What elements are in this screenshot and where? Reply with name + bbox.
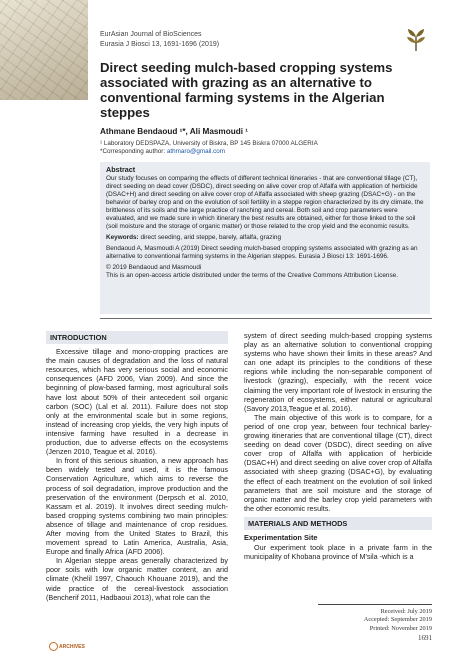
- keywords-list: direct seeding, arid steppe, barely, alfalfa, grazing: [138, 234, 282, 241]
- printed-date: Printed: November 2019: [369, 624, 432, 632]
- keywords-label: Keywords:: [106, 234, 139, 241]
- corresponding-author: [100, 148, 225, 156]
- abstract-divider: [100, 318, 432, 319]
- introduction-heading: INTRODUCTION: [46, 331, 228, 344]
- abstract-text: Our study focuses on comparing the effects of different technical itineraries - that are conventional tillage (CT), direct seeding on dead cover (DSDC), direct seeding on alive cover crop of Alfalfa with application of herbicide (DSAC+H) and direct seeding on alive cover crop of Alfalfa associated with sheep grazing (DSAC+G) - on the behavior of barley crop and on the evolution of soil fertility in a steppe region characterized by its dry climate, the brittleness of its soils and the large practice of ranching and cereal. Both soil and crop parameters were evaluated, and we made sure in which itinerary the best results are obtained, either for those linked to the soil (soil moisture and the storage of organic matter) or those related to the crop yield and the economic results.: [106, 175, 424, 230]
- license-line: This is an open-access article distributed under the terms of the Creative Commons Attribution License.: [106, 272, 398, 279]
- accepted-date: Accepted: September 2019: [363, 616, 432, 624]
- methods-heading: MATERIALS AND METHODS: [244, 517, 432, 530]
- abstract-box: [100, 162, 430, 314]
- article-dates: [316, 608, 432, 633]
- experimentation-site-subheading: Experimentation Site: [244, 532, 318, 542]
- intro-paragraph-1: Excessive tillage and mono-cropping practices are the main causes of degradation and the loss of natural resources, which has very serious social and economic consequences (AFD 2006, Vian 2009). And since the beginning of plow-based farming, most agricultural soils have lost about 50% of their antecedent soil organic carbon (SOC) (Lal et al. 2011). Failure does not stop only at the environmental scale but in some regions, instead of increasing crop yields, the very high inputs of intensive farming have resulted in a decrease in production, due to adverse effects on the ecosystems (Jenzen 2010, Teague et al. 2016).: [46, 347, 228, 457]
- wheat-leaf-icon: [405, 28, 427, 52]
- affiliation-line: ¹ Laboratory DEDSPAZA, University of Biskra, BP 145 Biskra 07000 ALGERIA: [100, 140, 318, 147]
- corresponding-label: *Corresponding author:: [100, 148, 167, 155]
- intro-paragraph-5: The main objective of this work is to compare, for a period of one crop year, between four technical barley-growing itineraries that are conventional tillage (CT), direct seeding on dead cover (DSDC), direct seeding on alive cover crop of Alfalfa with application of herbicide (DSAC+H) and direct seeding on alive cover crop of Alfalfa associated with sheep grazing (DSAC+G), by evaluating the effect of each treatment on the evolution of soil linked parameters that are soil moisture and the storage of organic matter and the barley crop yield parameters with the other economic results.: [244, 412, 432, 513]
- journal-citation: Eurasia J Biosci 13, 1691-1696 (2019): [100, 41, 220, 48]
- publisher-ring-icon: [49, 642, 58, 651]
- author-email-link[interactable]: athmaro@gmail.com: [166, 148, 226, 155]
- intro-paragraph-3: In Algerian steppe areas generally characterized by poor soils with low organic matter content, an arid climate (Khelil 1997, Chaouch Khouane 2019), and the wide practice of the cereal-livestock association (Bencherif 2011, Hadbaoui 2013), what role can the: [46, 556, 228, 602]
- right-column: [244, 331, 432, 561]
- keywords-line: [106, 234, 424, 242]
- dates-divider: [318, 604, 432, 605]
- publisher-logo-text: ARCHIVES: [59, 643, 85, 650]
- page-number: 1691: [418, 634, 432, 642]
- journal-cover-texture: [0, 0, 88, 100]
- copyright-line: © 2019 Bendaoud and Masmoudi: [106, 264, 202, 271]
- methods-paragraph-1: Our experiment took place in a private farm in the municipality of Khobana province of M'sila -which is a: [244, 543, 432, 562]
- publisher-logo: [48, 642, 85, 651]
- article-title: Direct seeding mulch-based cropping systems associated with grazing as an alternative to conventional farming systems in the Algerian steppes: [100, 60, 393, 120]
- citation-text: Bendaoud A, Masmoudi A (2019) Direct seeding mulch-based cropping systems associated with grazing as an alternative to conventional farming systems in the Algerian steppes. Eurasia J Biosci 13: 1691-1696.: [106, 245, 418, 260]
- journal-name: EurAsian Journal of BioSciences: [100, 31, 202, 38]
- intro-paragraph-4: system of direct seeding mulch-based cropping systems play as an alternative solution to conventional cropping systems who have shown their limits in these areas? And can one adapt its principles to the conditions of these regions while including the non-separable component of livestock (grazing), especially, with the recent voice claiming the very important role of livestock in ensuring the regeneration of ecosystems, either natural or agricultural (Savory 2013,Teague et al. 2016).: [244, 331, 432, 413]
- author-list: Athmane Bendaoud ¹*, Ali Masmoudi ¹: [100, 127, 248, 136]
- received-date: Received: July 2019: [380, 608, 432, 615]
- left-column: [46, 331, 228, 602]
- intro-paragraph-2: In front of this serious situation, a new approach has been widely tested and used, it is the famous Conservation Agriculture, which aims to reverse the process of soil degradation, improve production and the preservation of the environment (Derpsch et al. 2010, Kassam et al. 2019). It involves direct seeding mulch-based cropping systems combining two main principles: absence of tillage and maintenance of crop residues. After moving from the United States to Brazil, this movement spread to Latin America, Australia, Asia, Europe and finally Africa (AFD 2006).: [46, 456, 228, 557]
- abstract-heading: Abstract: [106, 165, 136, 174]
